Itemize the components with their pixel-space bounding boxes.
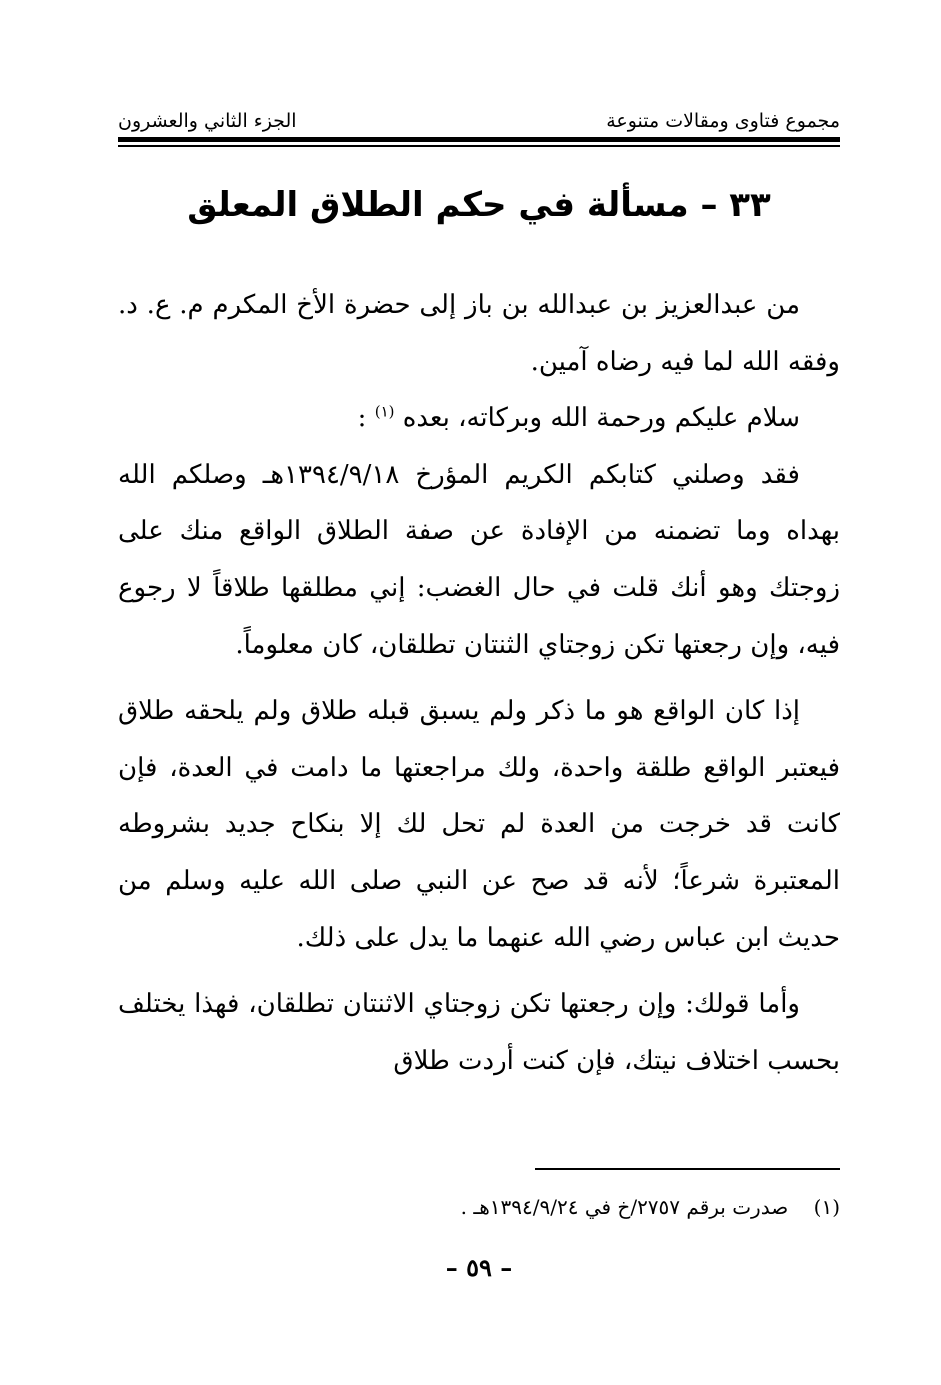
chapter-title: ٣٣ – مسألة في حكم الطلاق المعلق — [187, 185, 771, 225]
footnote-separator — [535, 1168, 840, 1170]
salutation-paragraph: من عبدالعزيز بن عبدالله بن باز إلى حضرة الأخ المكرم م. ع. د. وفقه الله لما فيه رضاه آمين. — [118, 290, 840, 377]
greeting-text: سلام عليكم ورحمة الله وبركاته، بعده — [402, 403, 800, 434]
greeting-colon: : — [357, 403, 367, 434]
continuation-paragraph: وأما قولك: وإن رجعتها تكن زوجتاي الاثنتان تطلقان، فهذا يختلف بحسب اختلاف نيتك، فإن كنت أردت طلاق — [118, 989, 840, 1076]
letter-paragraph: فقد وصلني كتابكم الكريم المؤرخ ١٣٩٤/٩/١٨هـ وصلكم الله بهداه وما تضمنه من الإفادة عن صفة الطلاق الواقع منك على زوجتك وهو أنك قلت في حال الغضب: إني مطلقها طلاقاً لا رجوع فيه، وإن رجعتها تكن زوجتاي الثنتان تطلقان، كان معلوماً. — [118, 459, 840, 660]
body-text — [118, 277, 840, 1089]
footnote — [118, 1190, 840, 1224]
running-header — [118, 96, 840, 132]
ruling-paragraph: إذا كان الواقع هو ما ذكر ولم يسبق قبله طلاق ولم يلحقه طلاق فيعتبر الواقع طلقة واحدة، ولك مراجعتها ما دامت في العدة، فإن كانت قد خرجت من العدة لم تحل لك إلا بنكاح جديد بشروطه المعتبرة شرعاً؛ لأنه قد صح عن النبي صلى الله عليه وسلم من حديث ابن عباس رضي الله عنهما ما يدل على ذلك. — [118, 696, 840, 953]
volume-label: الجزء الثاني والعشرون — [118, 110, 297, 132]
page-number: – ٥٩ – — [445, 1253, 513, 1282]
footnote-text: صدرت برقم ٢٧٥٧/خ في ١٣٩٤/٩/٢٤هـ . — [460, 1195, 789, 1219]
footnote-marker: (١) — [813, 1195, 840, 1219]
header-rule-thin — [118, 145, 840, 147]
greeting-paragraph — [118, 390, 840, 447]
header-rule-thick — [118, 137, 840, 142]
footnote-reference: (١) — [374, 402, 395, 421]
book-title: مجموع فتاوى ومقالات متنوعة — [606, 110, 840, 132]
